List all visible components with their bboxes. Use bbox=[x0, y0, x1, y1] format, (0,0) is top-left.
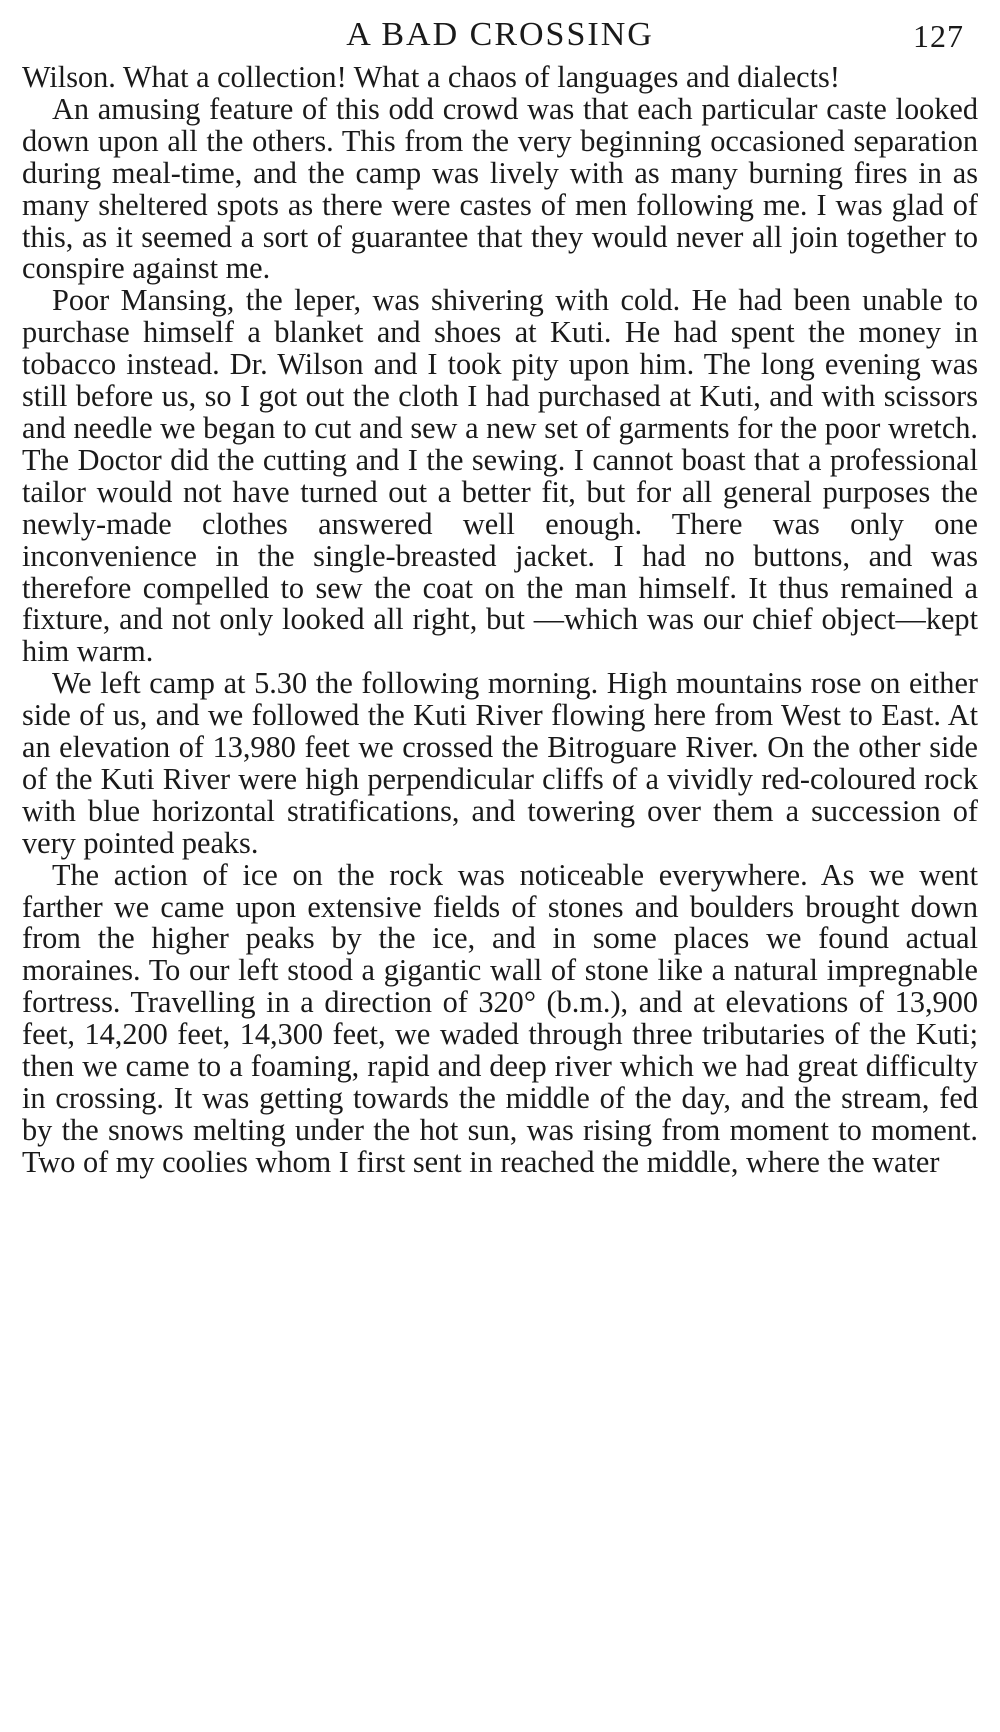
paragraph-mansing: Poor Mansing, the leper, was shivering with cold. He had been unable to purchase himself a blanket and shoes at Kuti. He had spent the money in tobacco instead. Dr. Wilson and I took pity upon him. The long evening was still before us, so I got out the cloth I had purchased at Kuti, and with scissors and needle we began to cut and sew a new set of garments for the poor wretch. The Doctor did the cutting and I the sewing. I cannot boast that a professional tailor would not have turned out a better fit, but for all general purposes the newly-made clothes answered well enough. There was only one inconvenience in the single-breasted jacket. I had no buttons, and was therefore compelled to sew the coat on the man himself. It thus remained a fixture, and not only looked all right, but —which was our chief object—kept him warm. bbox=[22, 283, 978, 669]
page-number: 127 bbox=[913, 18, 964, 54]
running-head bbox=[22, 14, 978, 60]
paragraph-ice-action: The action of ice on the rock was noticeable everywhere. As we went farther we came upon extensive fields of stones and boulders brought down from the higher peaks by the ice, and in some places we found actual moraines. To our left stood a gigantic wall of stone like a natural impregnable fortress. Travelling in a direction of 320° (b.m.), and at elevations of 13,900 feet, 14,200 feet, 14,300 feet, we waded through three tributaries of the Kuti; then we came to a foaming, rapid and deep river which we had great difficulty in crossing. It was getting towards the middle of the day, and the stream, fed by the snows melting under the hot sun, was rising from moment to moment. Two of my coolies whom I first sent in reached the middle, where the water bbox=[22, 857, 978, 1179]
paragraph-caste: An amusing feature of this odd crowd was that each particular caste looked down upon all the others. This from the very beginning occasioned separation during meal-time, and the camp was lively with as many burning fires in as many sheltered spots as there were castes of men following me. I was glad of this, as it seemed a sort of guarantee that they would never all join together to conspire against me. bbox=[22, 91, 978, 286]
body-text bbox=[22, 62, 978, 1179]
paragraph-continued: Wilson. What a collection! What a chaos of languages and dialects! bbox=[22, 60, 840, 94]
paragraph-kuti-river: We left camp at 5.30 the following morning. High mountains rose on either side of us, and we followed the Kuti River flowing here from West to East. At an elevation of 13,980 feet we crossed the Bitroguare River. On the other side of the Kuti River were high perpendicular cliffs of a vividly red-coloured rock with blue horizontal stratifications, and towering over them a succession of very pointed peaks. bbox=[22, 666, 978, 860]
running-title: A BAD CROSSING bbox=[346, 16, 654, 53]
book-page bbox=[22, 14, 978, 1179]
